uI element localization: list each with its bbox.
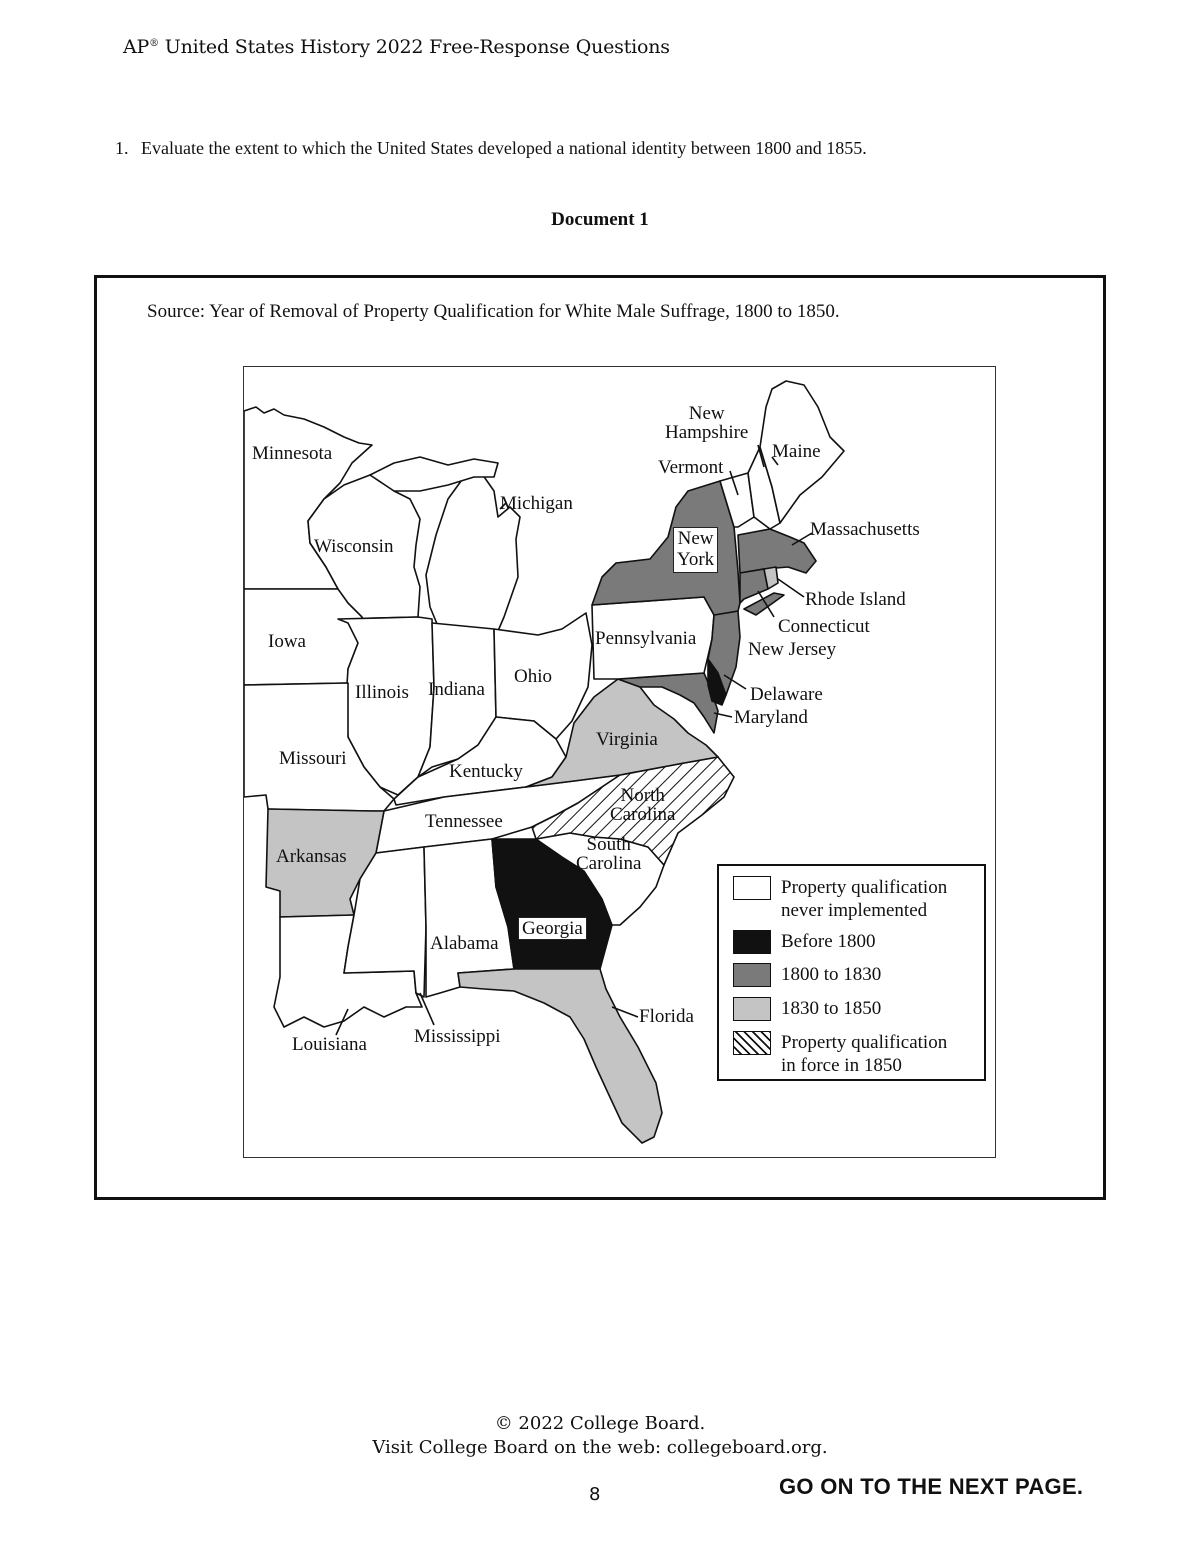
label-south-carolina-line2: Carolina bbox=[576, 853, 642, 874]
label-wisconsin: Wisconsin bbox=[314, 536, 394, 557]
label-iowa: Iowa bbox=[268, 631, 306, 652]
label-new-hampshire-line2: Hampshire bbox=[665, 422, 749, 443]
page-number: 8 bbox=[589, 1484, 601, 1505]
question bbox=[115, 138, 867, 159]
legend-swatch-in-force bbox=[733, 1031, 771, 1055]
suffrage-map bbox=[243, 366, 996, 1158]
label-new-york-line1: New bbox=[677, 528, 714, 549]
footer-visit: Visit College Board on the web: collegeboard.org. bbox=[372, 1437, 828, 1458]
header-title: United States History 2022 Free-Response Questions bbox=[164, 36, 670, 58]
label-kentucky: Kentucky bbox=[449, 761, 523, 782]
label-indiana: Indiana bbox=[428, 679, 485, 700]
legend-text-never-line1: Property qualification bbox=[781, 877, 948, 898]
label-south-carolina bbox=[576, 835, 641, 873]
label-missouri: Missouri bbox=[279, 748, 347, 769]
label-rhode-island: Rhode Island bbox=[805, 589, 906, 610]
label-alabama: Alabama bbox=[430, 933, 499, 954]
document-title: Document 1 bbox=[551, 209, 649, 230]
label-maine: Maine bbox=[772, 441, 821, 462]
label-new-york-line2: York bbox=[677, 548, 715, 570]
legend-text-never-line2: never implemented bbox=[781, 900, 928, 921]
label-pennsylvania: Pennsylvania bbox=[595, 628, 697, 649]
label-massachusetts: Massachusetts bbox=[810, 519, 920, 540]
registered-mark: ® bbox=[149, 38, 159, 49]
label-mississippi: Mississippi bbox=[414, 1026, 501, 1047]
label-florida: Florida bbox=[639, 1006, 694, 1027]
label-ohio: Ohio bbox=[514, 666, 552, 687]
legend-swatch-1800-1830 bbox=[733, 963, 771, 987]
legend-text-in-force-line1: Property qualification bbox=[781, 1032, 948, 1053]
next-page-notice: GO ON TO THE NEXT PAGE. bbox=[779, 1474, 1084, 1499]
legend-item-in-force bbox=[733, 1031, 947, 1077]
label-illinois: Illinois bbox=[355, 682, 409, 703]
legend-item-never bbox=[733, 876, 947, 922]
header-prefix: AP bbox=[123, 36, 150, 58]
label-arkansas: Arkansas bbox=[276, 846, 347, 867]
legend-text-before-1800: Before 1800 bbox=[781, 931, 876, 952]
label-north-carolina bbox=[610, 786, 675, 824]
label-tennessee: Tennessee bbox=[425, 811, 503, 832]
label-new-jersey: New Jersey bbox=[748, 639, 837, 660]
legend-swatch-1830-1850 bbox=[733, 997, 771, 1021]
label-vermont: Vermont bbox=[658, 457, 724, 478]
label-new-hampshire bbox=[665, 404, 748, 442]
footer-copyright: © 2022 College Board. bbox=[494, 1413, 706, 1434]
state-massachusetts bbox=[738, 529, 816, 573]
legend-text-1800-1830: 1800 to 1830 bbox=[781, 964, 882, 985]
label-minnesota: Minnesota bbox=[252, 443, 333, 464]
leader-mississippi bbox=[420, 993, 434, 1025]
label-connecticut: Connecticut bbox=[778, 616, 870, 637]
label-virginia: Virginia bbox=[596, 729, 658, 750]
legend-item-1800-1830 bbox=[733, 963, 881, 987]
legend-item-before-1800 bbox=[733, 930, 875, 954]
legend-text-in-force-line2: in force in 1850 bbox=[781, 1055, 902, 1076]
label-delaware: Delaware bbox=[750, 684, 823, 705]
legend-text-1830-1850: 1830 to 1850 bbox=[781, 998, 882, 1019]
question-text: Evaluate the extent to which the United States developed a national identity between 1800 and 1855. bbox=[141, 138, 867, 158]
label-michigan: Michigan bbox=[500, 493, 573, 514]
page-header bbox=[123, 36, 670, 58]
label-new-hampshire-line1: New bbox=[688, 403, 725, 424]
legend-swatch-before-1800 bbox=[733, 930, 771, 954]
legend-text-in-force bbox=[781, 1031, 947, 1077]
label-georgia: Georgia bbox=[518, 917, 587, 940]
question-number: 1. bbox=[115, 138, 129, 158]
legend-text-never bbox=[781, 876, 947, 922]
label-south-carolina-line1: South bbox=[586, 834, 631, 855]
map-legend bbox=[717, 864, 986, 1081]
document-source: Source: Year of Removal of Property Qualification for White Male Suffrage, 1800 to 1850. bbox=[147, 301, 840, 322]
state-florida bbox=[458, 969, 662, 1143]
label-maryland: Maryland bbox=[734, 707, 808, 728]
label-north-carolina-line2: Carolina bbox=[610, 804, 676, 825]
label-north-carolina-line1: North bbox=[620, 785, 665, 806]
label-louisiana: Louisiana bbox=[292, 1034, 367, 1055]
label-new-york bbox=[673, 527, 718, 573]
legend-swatch-never bbox=[733, 876, 771, 900]
legend-item-1830-1850 bbox=[733, 997, 881, 1021]
